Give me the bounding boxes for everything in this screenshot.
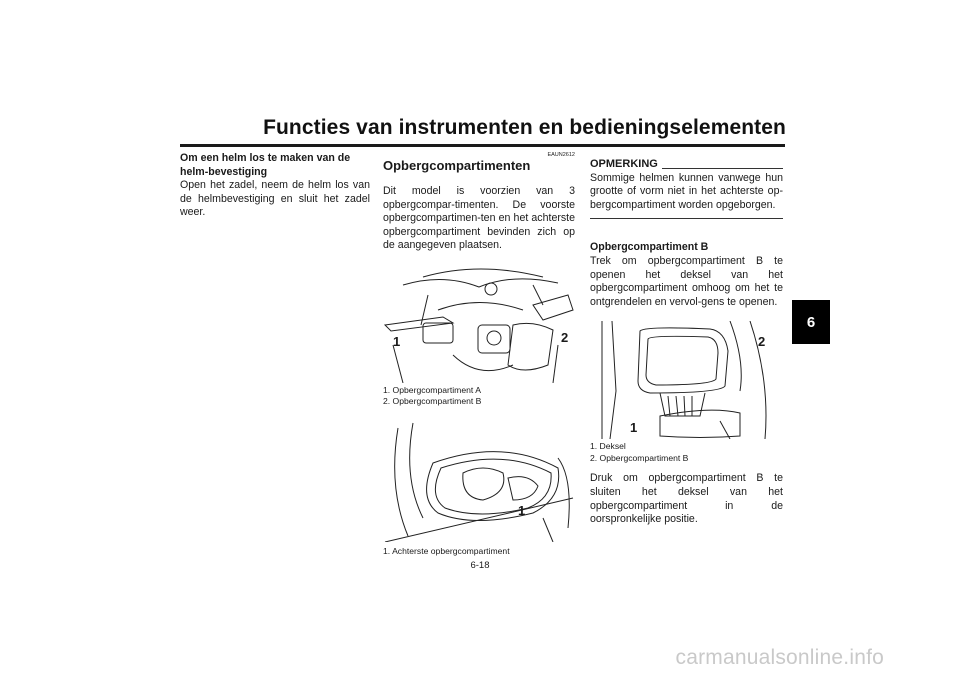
figure2-caption-1: 1. Achterste opbergcompartiment [383, 545, 510, 556]
figure1-label-2: 2 [561, 329, 569, 345]
helmet-release-text: Open het zadel, neem de helm los van de helmbevestiging en sluit het zadel weer. [180, 179, 370, 219]
figure1-label-1: 1 [393, 333, 401, 349]
figure1-caption-2: 2. Opbergcompartiment B [383, 396, 482, 407]
storage-intro-text: Dit model is voorzien van 3 opbergcompar-timenten. De voorste opbergcompartimen-ten en het achterste opbergcompartiment bevinden zich op de aangegeven plaatsen. [383, 185, 575, 252]
helmet-release-title: Om een helm los te maken van de helm-bevestiging [180, 152, 351, 178]
rear-storage-illustration [383, 418, 575, 542]
column-middle [383, 152, 575, 557]
note-heading-rule [662, 168, 783, 169]
figure3-caption-1: 1. Deksel [590, 441, 626, 452]
note-text: Sommige helmen kunnen vanwege hun grootte of vorm niet in het achterste op-bergcompartiment worden opgeborgen. [590, 171, 783, 211]
note-end-rule [590, 218, 783, 219]
figure-compartment-b [590, 321, 780, 439]
note-heading-text: OPMERKING [590, 158, 658, 170]
watermark: carmanualsonline.info [675, 646, 884, 669]
page-title: Functies van instrumenten en bedieningselementen [263, 116, 786, 139]
figure2-label-1: 1 [518, 502, 526, 518]
front-storage-illustration [383, 265, 575, 383]
figure3-caption-2: 2. Opbergcompartiment B [590, 452, 689, 463]
section-code: EAUN2612 [547, 152, 575, 158]
compartment-b-illustration [590, 321, 780, 439]
header-rule [180, 144, 785, 147]
section-title: Opbergcompartimenten [383, 158, 531, 173]
figure1-captions [383, 385, 575, 408]
compartment-b-title: Opbergcompartiment B [590, 241, 709, 254]
figure2-captions [383, 546, 575, 558]
page-number: 6-18 [470, 560, 490, 571]
figure3-label-2: 2 [758, 334, 766, 350]
chapter-tab[interactable]: 6 [792, 300, 830, 344]
figure3-label-1: 1 [630, 420, 638, 436]
compartment-b-text: Trek om opbergcompartiment B te openen het deksel van het opbergcompartiment omhoog om het te ontgrendelen en vervol-gens te openen. [590, 254, 783, 308]
note-heading [590, 158, 783, 172]
figure3-captions [590, 441, 783, 464]
figure1-caption-1: 1. Opbergcompartiment A [383, 384, 481, 395]
figure-rear-storage [383, 418, 575, 542]
figure-front-storage [383, 265, 575, 383]
closing-text: Druk om opbergcompartiment B te sluiten het deksel van het opbergcompartiment in de oorspronkelijke positie. [590, 472, 783, 526]
column-right [590, 152, 783, 527]
column-left [180, 152, 370, 220]
